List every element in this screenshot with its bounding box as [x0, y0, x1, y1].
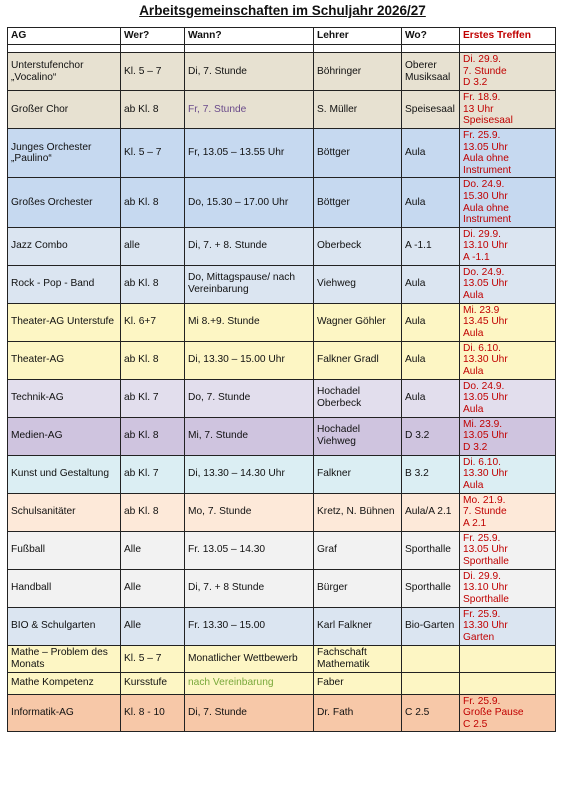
ag-cell: Handball — [8, 569, 121, 607]
erstes-treffen-cell: Do. 24.9. 15.30 Uhr Aula ohne Instrument — [460, 178, 556, 227]
wo-cell: B 3.2 — [402, 455, 460, 493]
table-row — [8, 53, 556, 91]
wann-cell: Do, 15.30 – 17.00 Uhr — [185, 178, 314, 227]
table-row — [8, 265, 556, 303]
wann-cell: Di, 13.30 – 14.30 Uhr — [185, 455, 314, 493]
lehrer-cell: Hochadel Viehweg — [314, 417, 402, 455]
wann-cell: Fr, 7. Stunde — [185, 91, 314, 129]
lehrer-cell: Kretz, N. Bühnen — [314, 493, 402, 531]
lehrer-cell: Oberbeck — [314, 227, 402, 265]
ag-cell: Großer Chor — [8, 91, 121, 129]
wer-cell: Kl. 5 – 7 — [121, 129, 185, 178]
lehrer-cell: Hochadel Oberbeck — [314, 379, 402, 417]
wer-cell: ab Kl. 8 — [121, 265, 185, 303]
wer-cell: Alle — [121, 531, 185, 569]
lehrer-cell: Wagner Göhler — [314, 303, 402, 341]
erstes-treffen-cell: Fr. 25.9. 13.30 Uhr Garten — [460, 607, 556, 645]
erstes-treffen-cell: Fr. 25.9. 13.05 Uhr Aula ohne Instrument — [460, 129, 556, 178]
wer-cell: ab Kl. 8 — [121, 417, 185, 455]
wer-cell: ab Kl. 7 — [121, 455, 185, 493]
wann-cell: Di, 7. + 8. Stunde — [185, 227, 314, 265]
wo-cell: Speisesaal — [402, 91, 460, 129]
ag-cell: Unterstufenchor „Vocalino“ — [8, 53, 121, 91]
erstes-treffen-cell: Di. 6.10. 13.30 Uhr Aula — [460, 455, 556, 493]
wer-cell: Alle — [121, 569, 185, 607]
ag-table — [7, 27, 556, 732]
wer-cell: Kl. 5 – 7 — [121, 53, 185, 91]
wann-cell: Fr. 13.30 – 15.00 — [185, 607, 314, 645]
lehrer-cell: Dr. Fath — [314, 694, 402, 732]
wann-cell: Mo, 7. Stunde — [185, 493, 314, 531]
wo-cell — [402, 672, 460, 694]
ag-cell: Theater-AG Unterstufe — [8, 303, 121, 341]
table-row — [8, 694, 556, 732]
wann-cell: Fr. 13.05 – 14.30 — [185, 531, 314, 569]
wo-cell: Aula — [402, 379, 460, 417]
wo-cell: Aula — [402, 178, 460, 227]
ag-cell: Fußball — [8, 531, 121, 569]
wer-cell: ab Kl. 8 — [121, 91, 185, 129]
header-wer: Wer? — [121, 28, 185, 45]
wer-cell: Kursstufe — [121, 672, 185, 694]
wann-cell: Di, 7. + 8 Stunde — [185, 569, 314, 607]
wo-cell: A -1.1 — [402, 227, 460, 265]
wann-cell: Di, 7. Stunde — [185, 53, 314, 91]
wer-cell: ab Kl. 8 — [121, 178, 185, 227]
wo-cell — [402, 645, 460, 672]
lehrer-cell: Bürger — [314, 569, 402, 607]
ag-cell: Theater-AG — [8, 341, 121, 379]
erstes-treffen-cell: Fr. 18.9. 13 Uhr Speisesaal — [460, 91, 556, 129]
wer-cell: alle — [121, 227, 185, 265]
lehrer-cell: Faber — [314, 672, 402, 694]
ag-cell: Informatik-AG — [8, 694, 121, 732]
table-row — [8, 129, 556, 178]
erstes-treffen-cell: Mi. 23.9. 13.05 Uhr D 3.2 — [460, 417, 556, 455]
wo-cell: D 3.2 — [402, 417, 460, 455]
table-row — [8, 341, 556, 379]
lehrer-cell: S. Müller — [314, 91, 402, 129]
wann-cell: Fr, 13.05 – 13.55 Uhr — [185, 129, 314, 178]
wo-cell: Sporthalle — [402, 569, 460, 607]
ag-cell: Großes Orchester — [8, 178, 121, 227]
erstes-treffen-cell: Di. 29.9. 13.10 Uhr Sporthalle — [460, 569, 556, 607]
header-spacer — [8, 45, 556, 53]
table-row — [8, 531, 556, 569]
erstes-treffen-cell: Fr. 25.9. 13.05 Uhr Sporthalle — [460, 531, 556, 569]
erstes-treffen-cell: Di. 6.10. 13.30 Uhr Aula — [460, 341, 556, 379]
ag-cell: Rock - Pop - Band — [8, 265, 121, 303]
ag-cell: Junges Orchester „Paulino“ — [8, 129, 121, 178]
erstes-treffen-cell: Mo. 21.9. 7. Stunde A 2.1 — [460, 493, 556, 531]
table-row — [8, 227, 556, 265]
table-row — [8, 569, 556, 607]
wann-cell: nach Vereinbarung — [185, 672, 314, 694]
erstes-treffen-cell: Fr. 25.9. Große Pause C 2.5 — [460, 694, 556, 732]
ag-table-body — [8, 53, 556, 732]
wann-cell: Monatlicher Wettbewerb — [185, 645, 314, 672]
table-row — [8, 607, 556, 645]
wann-cell: Di, 13.30 – 15.00 Uhr — [185, 341, 314, 379]
wann-cell: Do, Mittagspause/ nach Vereinbarung — [185, 265, 314, 303]
header-lehrer: Lehrer — [314, 28, 402, 45]
wo-cell: C 2.5 — [402, 694, 460, 732]
wo-cell: Aula — [402, 341, 460, 379]
wer-cell: ab Kl. 8 — [121, 341, 185, 379]
ag-cell: Mathe – Problem des Monats — [8, 645, 121, 672]
ag-cell: Kunst und Gestaltung — [8, 455, 121, 493]
lehrer-cell: Karl Falkner — [314, 607, 402, 645]
ag-cell: Medien-AG — [8, 417, 121, 455]
lehrer-cell: Fachschaft Mathematik — [314, 645, 402, 672]
ag-cell: Technik-AG — [8, 379, 121, 417]
header-wann: Wann? — [185, 28, 314, 45]
wo-cell: Oberer Musiksaal — [402, 53, 460, 91]
wo-cell: Bio-Garten — [402, 607, 460, 645]
table-row — [8, 493, 556, 531]
lehrer-cell: Graf — [314, 531, 402, 569]
table-row — [8, 672, 556, 694]
header-erstes-treffen: Erstes Treffen — [460, 28, 556, 45]
wo-cell: Sporthalle — [402, 531, 460, 569]
lehrer-cell: Böttger — [314, 178, 402, 227]
wo-cell: Aula — [402, 265, 460, 303]
wo-cell: Aula — [402, 303, 460, 341]
table-row — [8, 303, 556, 341]
wo-cell: Aula — [402, 129, 460, 178]
wer-cell: Kl. 5 – 7 — [121, 645, 185, 672]
wann-cell: Mi, 7. Stunde — [185, 417, 314, 455]
wann-cell: Do, 7. Stunde — [185, 379, 314, 417]
lehrer-cell: Viehweg — [314, 265, 402, 303]
ag-cell: Jazz Combo — [8, 227, 121, 265]
table-row — [8, 178, 556, 227]
wo-cell: Aula/A 2.1 — [402, 493, 460, 531]
wer-cell: Kl. 8 - 10 — [121, 694, 185, 732]
table-row — [8, 379, 556, 417]
table-row — [8, 91, 556, 129]
lehrer-cell: Falkner — [314, 455, 402, 493]
lehrer-cell: Böhringer — [314, 53, 402, 91]
erstes-treffen-cell — [460, 672, 556, 694]
lehrer-cell: Böttger — [314, 129, 402, 178]
wer-cell: Kl. 6+7 — [121, 303, 185, 341]
wann-cell: Mi 8.+9. Stunde — [185, 303, 314, 341]
wer-cell: Alle — [121, 607, 185, 645]
erstes-treffen-cell: Di. 29.9. 13.10 Uhr A -1.1 — [460, 227, 556, 265]
erstes-treffen-cell — [460, 645, 556, 672]
table-row — [8, 455, 556, 493]
wann-cell: Di, 7. Stunde — [185, 694, 314, 732]
header-row — [8, 28, 556, 45]
erstes-treffen-cell: Do. 24.9. 13.05 Uhr Aula — [460, 379, 556, 417]
ag-cell: BIO & Schulgarten — [8, 607, 121, 645]
header-wo: Wo? — [402, 28, 460, 45]
header-ag: AG — [8, 28, 121, 45]
lehrer-cell: Falkner Gradl — [314, 341, 402, 379]
erstes-treffen-cell: Mi. 23.9 13.45 Uhr Aula — [460, 303, 556, 341]
table-row — [8, 645, 556, 672]
wer-cell: ab Kl. 8 — [121, 493, 185, 531]
table-row — [8, 417, 556, 455]
erstes-treffen-cell: Di. 29.9. 7. Stunde D 3.2 — [460, 53, 556, 91]
ag-cell: Mathe Kompetenz — [8, 672, 121, 694]
page-title: Arbeitsgemeinschaften im Schuljahr 2026/27 — [139, 3, 426, 18]
erstes-treffen-cell: Do. 24.9. 13.05 Uhr Aula — [460, 265, 556, 303]
ag-cell: Schulsanitäter — [8, 493, 121, 531]
wer-cell: ab Kl. 7 — [121, 379, 185, 417]
